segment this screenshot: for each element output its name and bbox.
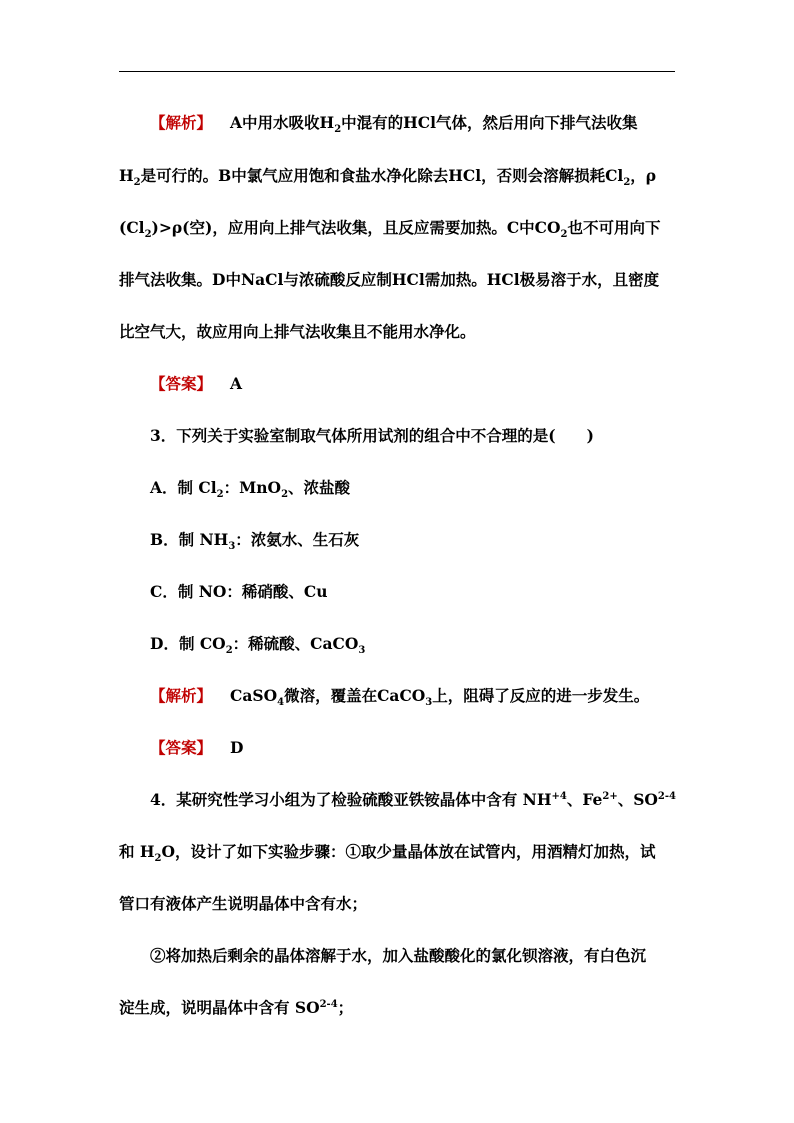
q4-line-3: 管口有液体产生说明晶体中含有水； <box>119 894 368 913</box>
q2-analysis-line-5: 比空气大，故应用向上排气法收集且不能用水净化。 <box>119 322 476 341</box>
q2-analysis-line-1: 【解析】 A中用水吸收$H_2$中混有的HCl气体，然后用向下排气法收集 <box>150 113 638 136</box>
q3-option-d: D．制 $CO_2$：稀硫酸、CaCO$_3$ <box>150 634 366 657</box>
q3-answer: 【答案】 D <box>150 738 244 757</box>
analysis-tag: 【解析】 <box>150 113 213 132</box>
q2-analysis-line-4: 排气法收集。D中NaCl与浓硫酸反应制HCl需加热。HCl极易溶于水，且密度 <box>119 270 660 289</box>
answer-tag: 【答案】 <box>150 374 213 393</box>
q4-line-5: 淀生成，说明晶体中含有 SO$^{2-4}$； <box>119 998 354 1017</box>
q2-analysis-line-3: $(Cl_2)>\rho$(空)，应用向上排气法收集，且反应需要加热。C中$CO_2$也不可用向下 <box>119 218 661 241</box>
q4-line-4: ②将加热后剩余的晶体溶解于水，加入盐酸酸化的氯化钡溶液，有白色沉 <box>150 946 647 965</box>
q3-option-b: B．制 $NH_3$：浓氨水、生石灰 <box>150 530 360 553</box>
q4-line-2: 和 $H_2O$，设计了如下实验步骤：①取少量晶体放在试管内，用酒精灯加热，试 <box>119 842 656 865</box>
answer-tag: 【答案】 <box>150 738 213 757</box>
q2-analysis-line-2: $H_2$是可行的。B中氯气应用饱和食盐水净化除去HCl，否则会溶解损耗$Cl_2$，ρ <box>119 166 657 189</box>
q2-answer: 【答案】 A <box>150 374 243 393</box>
analysis-tag: 【解析】 <box>150 686 213 705</box>
q3-option-a: A．制 $Cl_2$：MnO$_2$、浓盐酸 <box>150 478 351 501</box>
q4-line-1: 4．某研究性学习小组为了检验硫酸亚铁铵晶体中含有 $NH^{+4}$、$Fe^{2+}$、SO$^{2-4}$ <box>150 790 676 809</box>
q3-analysis: 【解析】 CaSO$_4$微溶，覆盖在CaCO$_3$上，阻碍了反应的进一步发生。 <box>150 686 650 709</box>
header-rule <box>119 71 675 72</box>
q3-stem: 3．下列关于实验室制取气体所用试剂的组合中不合理的是( ) <box>150 426 594 445</box>
q3-option-c: C．制 NO：稀硝酸、Cu <box>150 582 328 601</box>
